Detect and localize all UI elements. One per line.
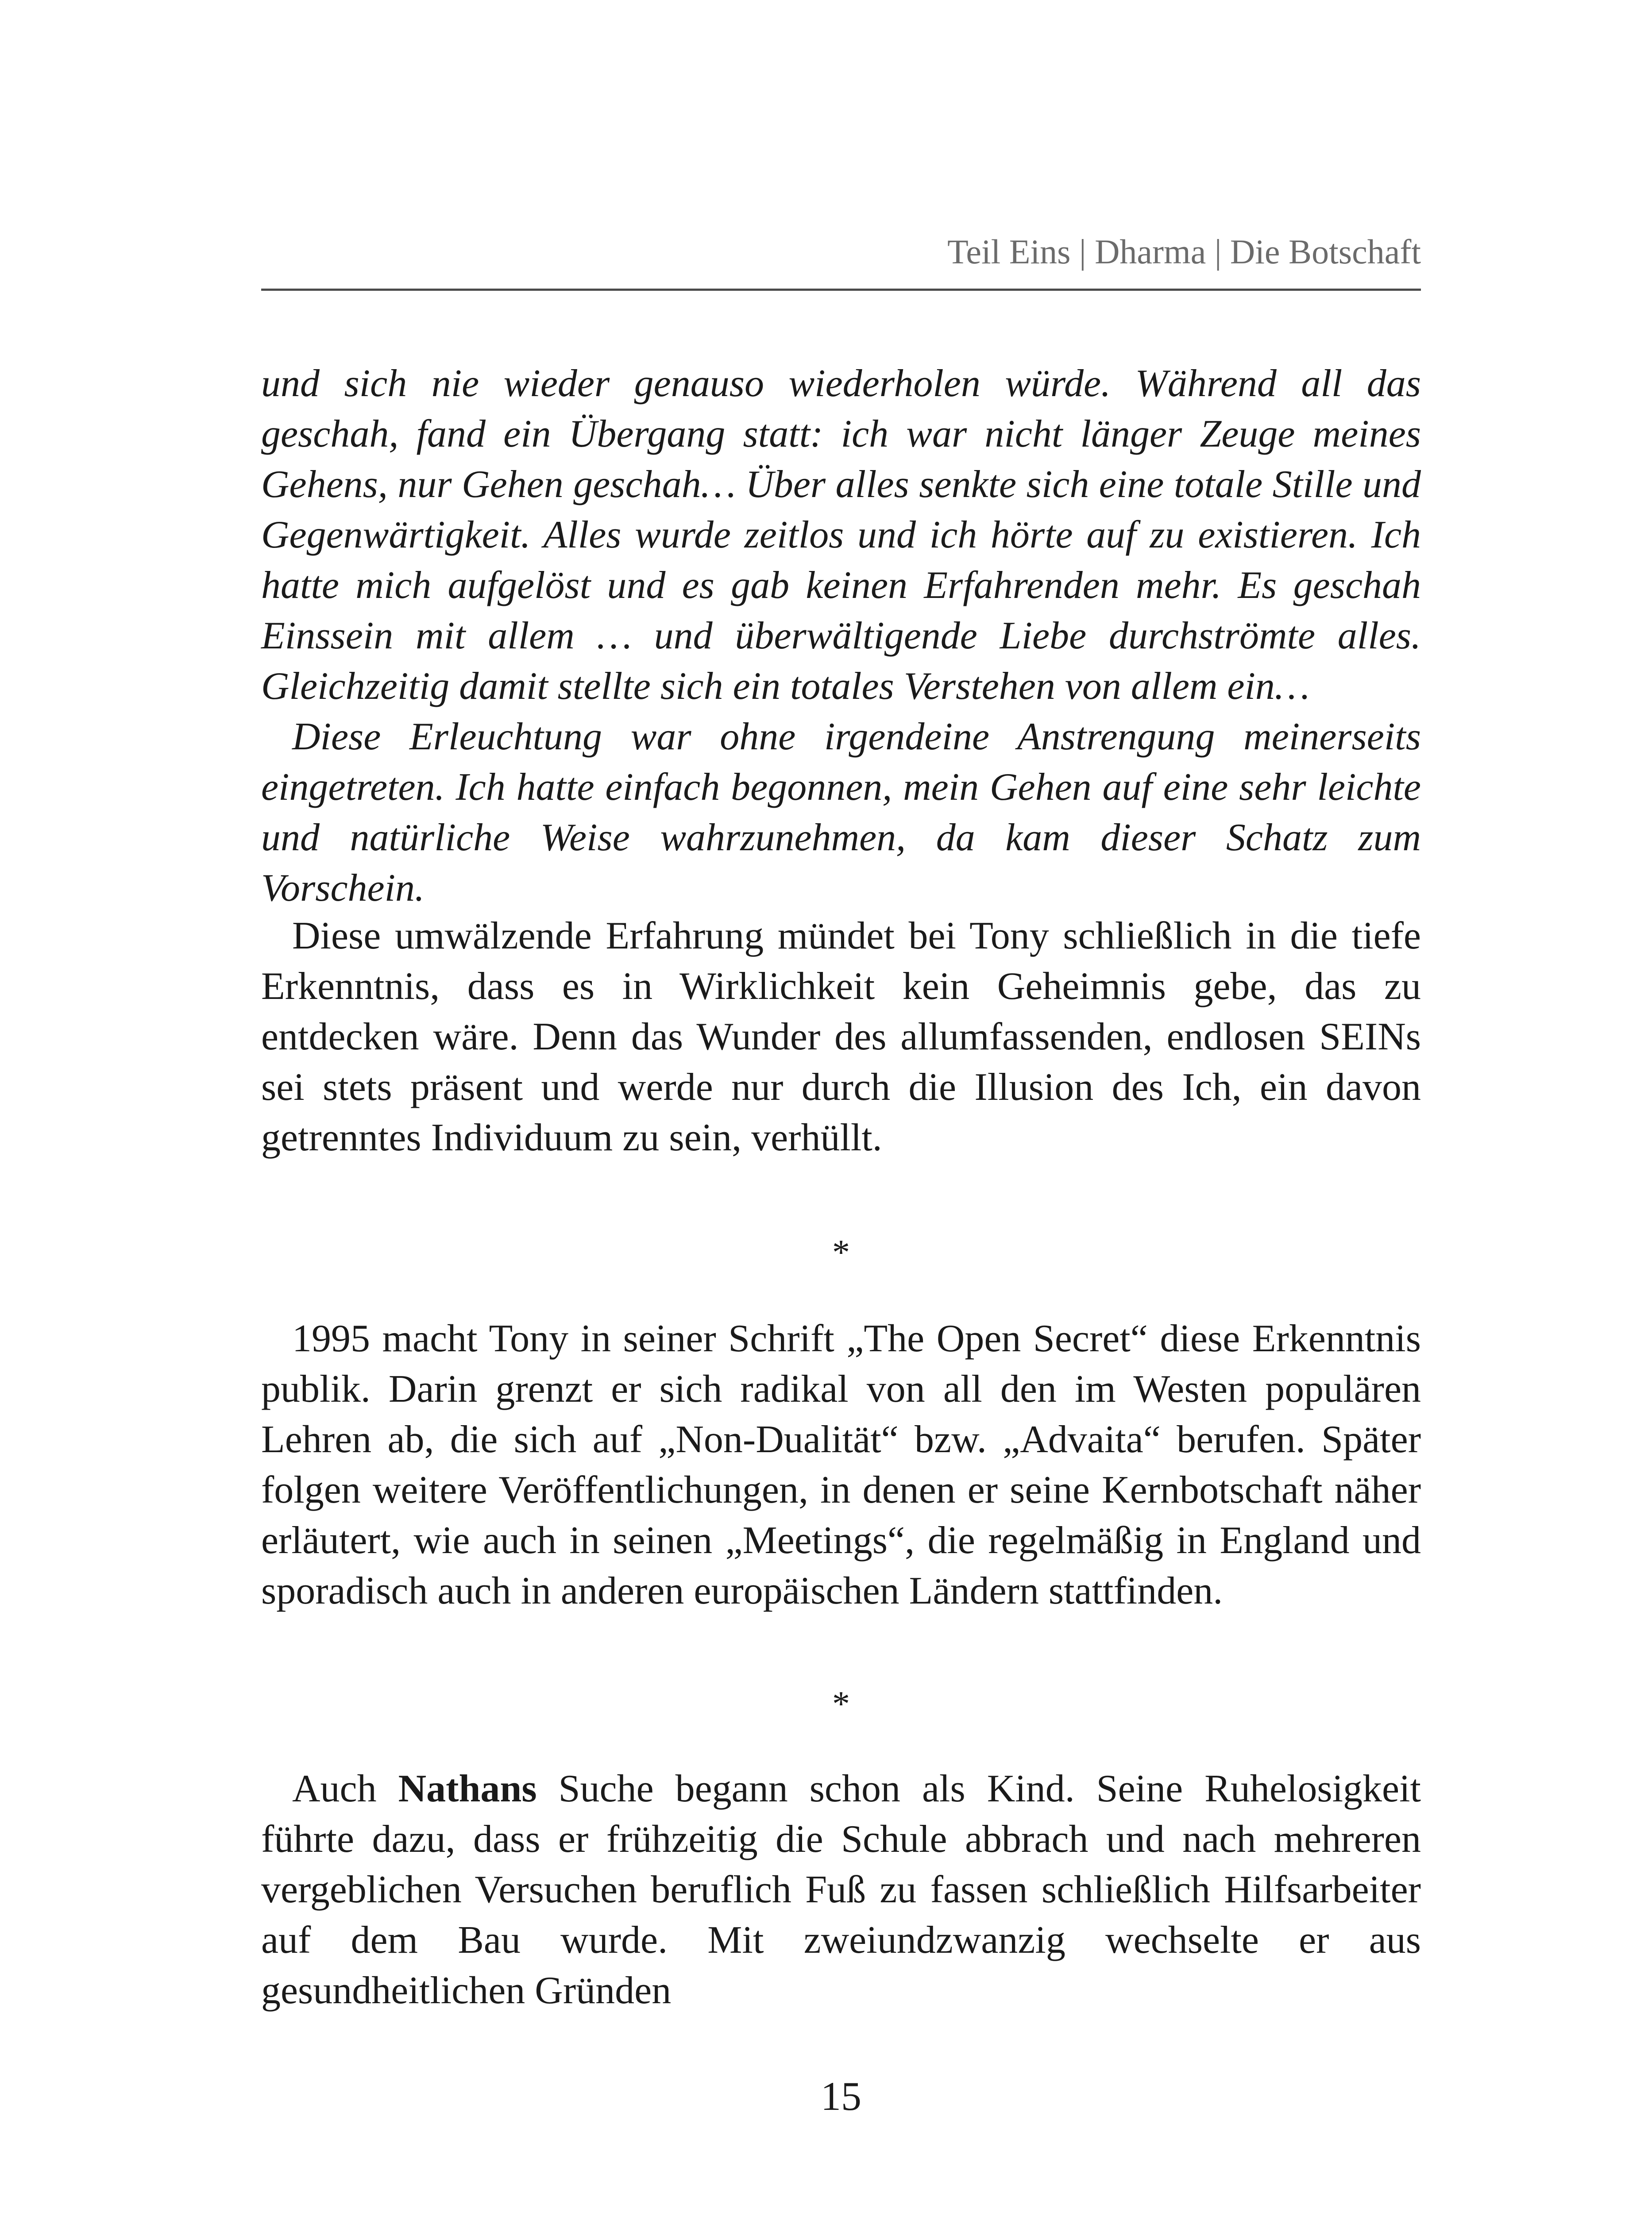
page-number: 15 bbox=[821, 2074, 861, 2119]
quote-paragraph: Diese Erleuchtung war ohne irgendeine Anstrengung meinerseits eingetreten. Ich hatte einfach begonnen, mein Gehen auf eine sehr leichte und natürliche Weise wahrzunehmen, da kam dieser Schatz zum Vorschein. bbox=[261, 715, 1421, 910]
paragraph-text: Suche begann schon als Kind. Seine Ruhelosigkeit führte dazu, dass er frühzeitig die Schule abbrach und nach mehreren vergeblichen Versuchen beruflich Fuß zu fassen schließlich Hilfsarbeiter auf dem Bau wurde. Mit zweiundzwanzig wechselte er aus gesundheitlichen Gründen bbox=[261, 1767, 1421, 2012]
running-header: Teil Eins | Dharma | Die Botschaft bbox=[947, 232, 1421, 271]
body-paragraph: Diese umwälzende Erfahrung mündet bei Tony schließlich in die tiefe Erkenntnis, dass es in Wirklichkeit kein Geheimnis gebe, das zu entdecken wäre. Denn das Wunder des allumfassenden, endlosen SEINs sei stets präsent und werde nur durch die Illusion des Ich, ein davon getrenntes Individuum zu sein, verhüllt. bbox=[261, 914, 1421, 1159]
name-highlight: Nathans bbox=[398, 1767, 537, 1810]
section-separator: * bbox=[832, 1685, 850, 1723]
paragraph-text: Auch bbox=[292, 1767, 377, 1810]
header-rule bbox=[261, 289, 1421, 291]
body-paragraph: 1995 macht Tony in seiner Schrift „The Open Secret“ diese Erkenntnis publik. Darin grenzt er sich radikal von all den im Westen populären Lehren ab, die sich auf „Non-Dualität“ bzw. „Advaita“ berufen. Später folgen weitere Veröffentlichungen, in denen er seine Kernbotschaft näher erläutert, wie auch in seinen „Meetings“, die regelmäßig in England und sporadisch auch in anderen europäischen Ländern stattfinden. bbox=[261, 1317, 1421, 1612]
quote-paragraph: und sich nie wieder genauso wiederholen würde. Während all das geschah, fand ein Übergang statt: ich war nicht länger Zeuge meines Gehens, nur Gehen geschah… Über alles senkte sich eine totale Stille und Gegenwärtigkeit. Alles wurde zeitlos und ich hörte auf zu existieren. Ich hatte mich aufgelöst und es gab keinen Erfahrenden mehr. Es geschah Einssein mit allem … und überwältigende Liebe durchströmte alles. Gleichzeitig damit stellte sich ein totales Verstehen von allem ein… bbox=[261, 362, 1421, 708]
section-separator: * bbox=[832, 1233, 850, 1272]
body-paragraph bbox=[261, 1764, 1421, 2016]
